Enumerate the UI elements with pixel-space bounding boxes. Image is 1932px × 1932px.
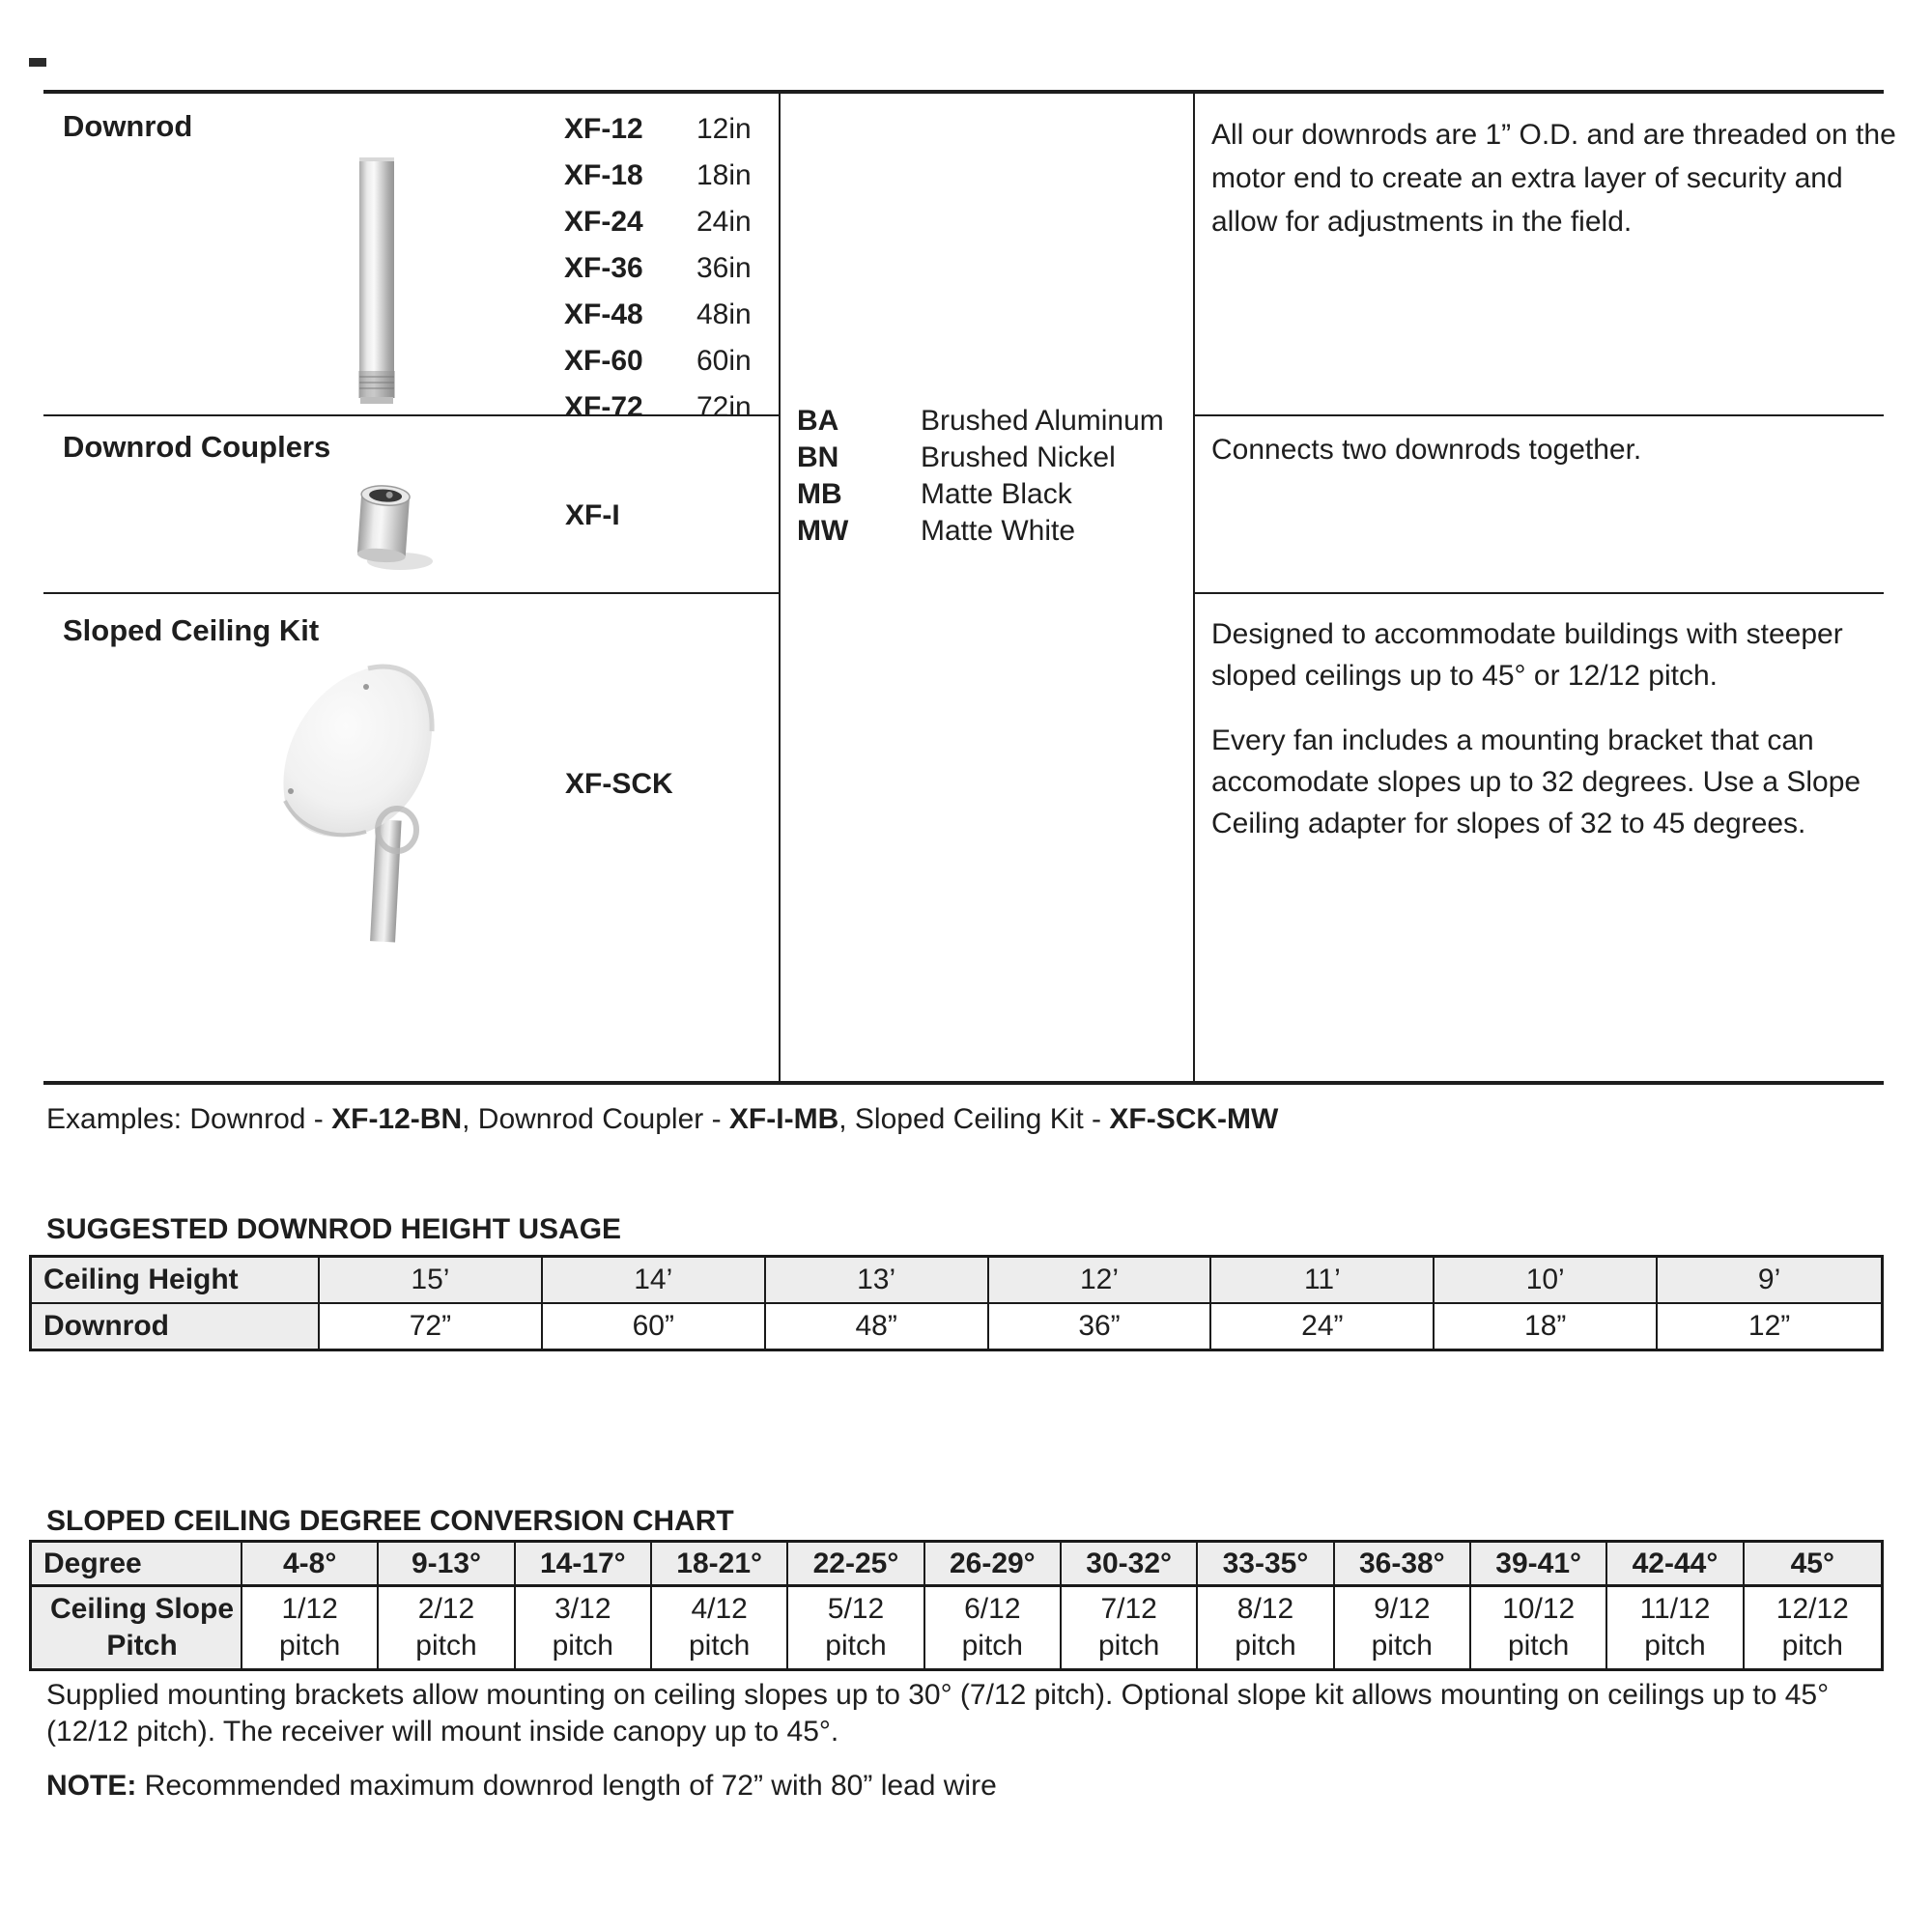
examples-prefix: Examples: Downrod - [46,1103,332,1135]
coupler-description [1211,428,1868,471]
coupler-description-cell [1195,416,1884,594]
pitch-fraction: 2/12 [417,1593,475,1625]
pitch-fraction: 9/12 [1374,1593,1431,1625]
ceiling-height-value: 10’ [1435,1258,1658,1304]
example-code: XF-I-MB [728,1103,839,1135]
downrod-length-value: 18” [1435,1304,1658,1349]
pitch-fraction: 4/12 [691,1593,748,1625]
note-text: Recommended maximum downrod length of 72” with 80” lead wire [136,1770,997,1802]
pitch-word: pitch [1507,1630,1570,1662]
pitch-fraction: 10/12 [1502,1593,1576,1625]
mounting-note-paragraph [46,1677,1862,1750]
finish-name: Brushed Nickel [921,441,1116,473]
description-line: accomodate slopes up to 32 degrees. Use a Slope [1211,766,1861,798]
degree-range: 33-35° [1198,1543,1334,1587]
degree-range: 39-41° [1471,1543,1607,1587]
degree-conversion-table [29,1540,1884,1671]
pitch-fraction: 5/12 [827,1593,885,1625]
model-size: 72in [696,391,752,423]
description-line: Designed to accommodate buildings with steeper [1211,618,1843,650]
pitch-value [1062,1587,1198,1668]
downrod-length-value: 24” [1211,1304,1435,1349]
finish-name: Brushed Aluminum [921,405,1164,437]
degree-range: 9-13° [379,1543,515,1587]
pitch-value [242,1587,379,1668]
finish-code: MB [797,478,842,510]
finish-code: BN [797,441,839,473]
degree-range: 26-29° [925,1543,1062,1587]
note-line [46,1770,997,1803]
ceiling-height-value: 11’ [1211,1258,1435,1304]
ceiling-height-value: 13’ [766,1258,989,1304]
pitch-value [925,1587,1062,1668]
downrod-description-cell [1195,94,1896,416]
finishes-list [797,403,1183,550]
downrod-description [1211,113,1896,243]
finish-item [797,513,1183,550]
sloped-kit-description [1211,613,1868,844]
pitch-value [516,1587,652,1668]
ceiling-height-value: 9’ [1658,1258,1881,1304]
downrod-model-sizes [696,106,752,431]
sloped-kit-description-cell [1195,594,1884,1081]
pitch-word: pitch [415,1630,477,1662]
downrod-length-value: 72” [320,1304,543,1349]
ceiling-height-value: 12’ [989,1258,1212,1304]
model-size: 24in [696,206,752,238]
sloped-kit-photo [273,658,445,948]
ceiling-height-value: 15’ [320,1258,543,1304]
examples-separator: , Sloped Ceiling Kit - [838,1103,1110,1135]
finish-name: Matte White [921,515,1076,547]
paragraph-gap [1211,696,1868,720]
pitch-value [1198,1587,1334,1668]
downrod-section-title: Downrod [63,109,193,143]
sloped-kit-model-code: XF-SCK [565,768,673,800]
pitch-value [788,1587,924,1668]
downrod-length-value: 60” [543,1304,766,1349]
downrod-length-value: 36” [989,1304,1212,1349]
pitch-fraction: 12/12 [1776,1593,1849,1625]
height-usage-table [29,1255,1884,1351]
description-line: allow for adjustments in the field. [1211,206,1633,238]
pitch-word: pitch [825,1630,887,1662]
finish-code: MW [797,515,849,547]
coupler-section-title: Downrod Couplers [63,430,331,464]
degree-range: 18-21° [652,1543,788,1587]
pitch-value [379,1587,515,1668]
description-line: Connects two downrods together. [1211,434,1642,466]
pitch-word: pitch [961,1630,1023,1662]
degree-range: 14-17° [516,1543,652,1587]
finish-code: BA [797,405,839,437]
coupler-cell [43,416,781,594]
downrod-length-value: 48” [766,1304,989,1349]
pitch-value [652,1587,788,1668]
model-code: XF-48 [564,298,643,330]
model-size: 12in [696,113,752,145]
degree-range: 45° [1745,1543,1881,1587]
degree-range: 36-38° [1335,1543,1471,1587]
note-label: NOTE: [46,1770,137,1802]
pitch-fraction: 8/12 [1236,1593,1294,1625]
model-size: 36in [696,252,752,284]
sloped-kit-section-title: Sloped Ceiling Kit [63,613,320,647]
finishes-cell [781,94,1195,1081]
model-code: XF-60 [564,345,643,377]
pitch-fraction: 11/12 [1639,1593,1711,1625]
example-code: XF-12-BN [331,1103,463,1135]
model-code: XF-18 [564,159,643,191]
degree-range: 22-25° [788,1543,924,1587]
degree-range: 4-8° [242,1543,379,1587]
model-code: XF-36 [564,252,643,284]
downrod-length-value: 12” [1747,1310,1791,1342]
description-line: motor end to create an extra layer of security and [1211,162,1843,194]
description-line: Ceiling adapter for slopes of 32 to 45 degrees. [1211,808,1806,839]
pitch-fraction: 3/12 [554,1593,611,1625]
model-code: XF-72 [564,391,643,423]
finish-item [797,440,1183,476]
downrod-model-codes [564,106,643,431]
model-size: 48in [696,298,752,330]
examples-separator: , Downrod Coupler - [462,1103,729,1135]
pitch-word: pitch [278,1630,341,1662]
model-code: XF-24 [564,206,643,238]
model-size: 60in [696,345,752,377]
ceiling-height-label: Ceiling Height [32,1258,320,1304]
coupler-photo [338,476,439,573]
degree-chart-title: SLOPED CEILING DEGREE CONVERSION CHART [46,1505,734,1537]
downrod-cell [43,94,781,423]
example-code: XF-SCK-MW [1109,1103,1279,1135]
degree-label: Degree [32,1543,242,1587]
paragraph-line: Supplied mounting brackets allow mounting on ceiling slopes up to 30° (7/12 pitch). Optional slope kit allows mounting on ceilings up to 45° [46,1679,1830,1711]
model-code: XF-12 [564,113,643,145]
pitch-fraction: 7/12 [1100,1593,1157,1625]
pitch-fraction: 1/12 [281,1593,338,1625]
degree-range: 42-44° [1607,1543,1744,1587]
pitch-word: pitch [1781,1630,1843,1662]
pitch-word: pitch [1235,1630,1296,1662]
pitch-value [1607,1587,1744,1668]
coupler-model-code: XF-I [565,499,620,531]
pitch-fraction: 6/12 [964,1593,1021,1625]
pitch-word: pitch [1097,1630,1160,1662]
ordering-examples [46,1103,1278,1136]
pitch-value [1745,1587,1881,1668]
scan-artifact [29,58,46,67]
pitch-word: pitch [1644,1630,1706,1662]
finish-item [797,403,1183,440]
model-size: 18in [696,159,752,191]
description-line: sloped ceilings up to 45° or 12/12 pitch. [1211,660,1719,692]
pitch-label: Ceiling Slope Pitch [32,1587,242,1668]
description-line: All our downrods are 1” O.D. and are threaded on the [1211,119,1896,151]
ceiling-height-value: 14’ [543,1258,766,1304]
pitch-word: pitch [1371,1630,1433,1662]
pitch-word: pitch [688,1630,751,1662]
degree-range: 30-32° [1062,1543,1198,1587]
finish-item [797,476,1183,513]
paragraph-line: (12/12 pitch). The receiver will mount inside canopy up to 45°. [46,1716,839,1747]
downrod-length-label: Downrod [32,1304,320,1349]
downrod-photo [358,156,395,406]
height-usage-title: SUGGESTED DOWNROD HEIGHT USAGE [46,1213,622,1245]
sloped-kit-cell [43,594,781,1081]
products-table [43,90,1896,1085]
description-line: Every fan includes a mounting bracket that can [1211,724,1814,756]
pitch-value [1471,1587,1607,1668]
finish-name: Matte Black [921,478,1072,510]
pitch-value [1335,1587,1471,1668]
pitch-word: pitch [552,1630,613,1662]
